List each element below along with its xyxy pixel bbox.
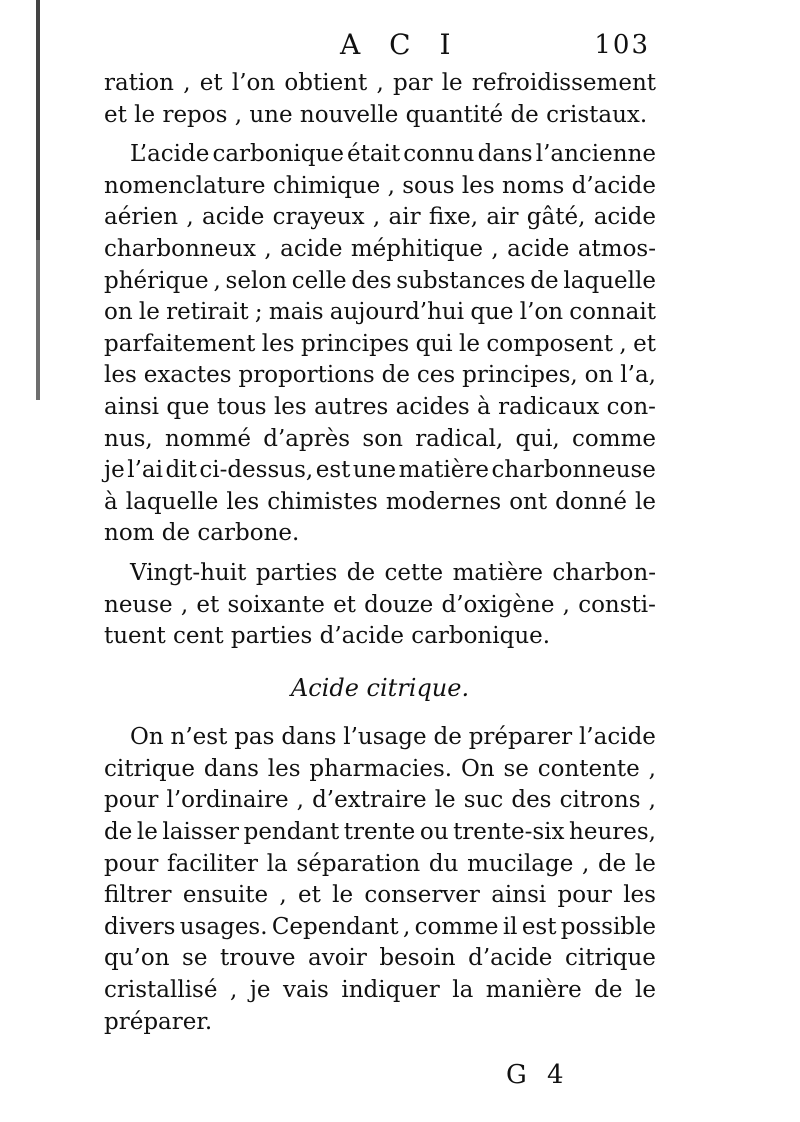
text-line: qu’on se trouve avoir besoin d’acide citrique xyxy=(104,945,656,972)
text-line: nomenclature chimique , sous les noms d’acide xyxy=(104,172,656,199)
running-head-title: A C I xyxy=(340,28,461,61)
text-line: cristallisé , je vais indiquer la manière de le xyxy=(104,977,656,1004)
text-line: à laquelle les chimistes modernes ont donné le xyxy=(104,488,656,515)
text-line: nom de carbone. xyxy=(104,520,300,547)
text-line: tuent cent parties d’acide carbonique. xyxy=(104,623,551,650)
text-line: on le retirait ; mais aujourd’hui que l’on connait xyxy=(104,299,656,326)
text-line: préparer. xyxy=(104,1008,213,1035)
text-line: citrique dans les pharmacies. On se contente , xyxy=(104,755,656,782)
paragraph-composition xyxy=(104,558,656,653)
signature-mark: G 4 xyxy=(506,1060,570,1090)
text-line: divers usages. Cependant , comme il est possible xyxy=(104,913,656,940)
text-line: de le laisser pendant trente ou trente-six heures, xyxy=(104,819,656,846)
section-heading: Acide citrique. xyxy=(290,673,470,702)
text-line: aérien , acide crayeux , air fixe, air gâté, acide xyxy=(104,204,656,231)
text-line: phérique , selon celle des substances de laquelle xyxy=(104,267,656,294)
text-line: neuse , et soixante et douze d’oxigène , consti- xyxy=(104,591,656,618)
text-line: charbonneux , acide méphitique , acide atmos- xyxy=(104,235,656,262)
text-line: ration , et l’on obtient , par le refroidissement xyxy=(104,70,656,96)
paragraph-acide-citrique xyxy=(104,722,656,1038)
paragraph-acide-carbonique xyxy=(104,139,656,550)
text-line: On n’est pas dans l’usage de préparer l’acide xyxy=(130,724,656,751)
page-number: 103 xyxy=(594,30,650,60)
text-line: les exactes proportions de ces principes, on l’a, xyxy=(104,362,656,389)
text-line: Vingt-huit parties de cette matière charbon- xyxy=(130,559,656,586)
text-line: parfaitement les principes qui le composent , et xyxy=(104,330,656,357)
text-line: nus, nommé d’après son radical, qui, comme xyxy=(104,425,656,452)
text-line: L’acide carbonique était connu dans l’ancienne xyxy=(130,141,656,168)
running-head xyxy=(0,28,800,68)
text-line: pour l’ordinaire , d’extraire le suc des citrons , xyxy=(104,787,656,814)
page-body xyxy=(104,68,656,1038)
paragraph-continuation xyxy=(104,68,656,131)
text-line: filtrer ensuite , et le conserver ainsi pour les xyxy=(104,882,656,909)
text-line: pour faciliter la séparation du mucilage , de le xyxy=(104,850,656,877)
text-line: et le repos , une nouvelle quantité de cristaux. xyxy=(104,101,648,128)
text-line: ainsi que tous les autres acides à radicaux con- xyxy=(104,393,656,420)
text-line: je l’ai dit ci-dessus, est une matière charbonneuse xyxy=(104,457,656,484)
